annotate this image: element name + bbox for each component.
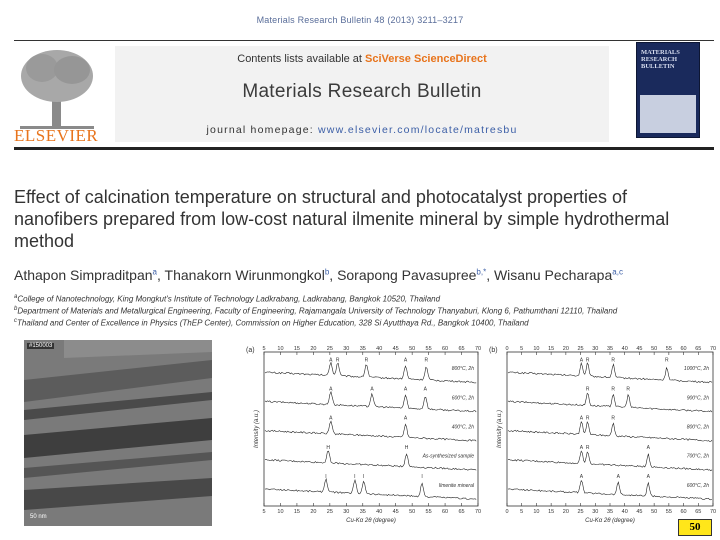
author: Sorapong Pavasupree <box>337 267 477 283</box>
x-tick-label: 20 <box>310 509 317 515</box>
xrd-series-line <box>265 421 476 441</box>
x-tick-label-top: 50 <box>409 346 416 352</box>
panel-label: (a) <box>246 347 255 354</box>
article-title: Effect of calcination temperature on structural and photocatalyst properties of nanofibers prepared from low-cost natural ilmenite mineral by simple hydrothermal method <box>14 187 670 251</box>
author: Athapon Simpraditpan <box>14 267 153 283</box>
peak-label: A <box>646 444 650 451</box>
peak-label: A <box>579 357 584 364</box>
peak-label: R <box>335 357 340 364</box>
series-label: 800°C, 2h <box>451 366 474 373</box>
x-tick-label: 50 <box>409 509 416 515</box>
peak-label: R <box>585 357 590 364</box>
x-tick-label-top: 45 <box>392 346 399 352</box>
x-axis-label: Cu-Kα 2θ (degree) <box>346 518 396 524</box>
peak-label: R <box>424 357 429 364</box>
x-tick-label-top: 0 <box>505 346 509 352</box>
x-tick-label: 10 <box>533 509 540 515</box>
peak-label: I <box>363 474 365 481</box>
x-tick-label: 15 <box>293 509 300 515</box>
x-tick-label-top: 40 <box>621 346 628 352</box>
x-tick-label-top: 10 <box>533 346 540 352</box>
x-tick-label: 5 <box>520 509 524 515</box>
x-tick-label-top: 5 <box>520 346 524 352</box>
x-tick-label: 25 <box>577 509 584 515</box>
x-tick-label-top: 30 <box>592 346 599 352</box>
x-tick-label: 65 <box>458 509 465 515</box>
x-tick-label-top: 65 <box>458 346 465 352</box>
tem-micrograph <box>24 340 212 526</box>
peak-label: A <box>403 415 408 422</box>
series-label: As-synthesized sample <box>422 453 474 460</box>
peak-label: R <box>626 386 631 393</box>
series-label: Ilmenite mineral <box>438 482 474 489</box>
peak-label: R <box>364 357 369 364</box>
tem-scale-bar: 50 nm <box>30 514 47 520</box>
x-tick-label-top: 20 <box>562 346 569 352</box>
author: Wisanu Pecharapa <box>493 267 613 283</box>
x-tick-label: 35 <box>606 509 614 515</box>
journal-cover-thumbnail <box>636 42 700 138</box>
xrd-series-line <box>508 393 712 412</box>
peak-label: A <box>329 415 333 422</box>
x-tick-label-top: 55 <box>665 346 672 352</box>
plot-frame <box>507 352 713 506</box>
series-label: 600°C, 2h <box>451 395 474 402</box>
page-number-badge: 50 <box>678 519 712 536</box>
journal-title: Materials Research Bulletin <box>242 81 482 102</box>
series-label: 700°C, 2h <box>686 453 709 460</box>
journal-homepage: journal homepage: www.elsevier.com/locate/matresbu <box>206 124 518 136</box>
x-tick-label-top: 15 <box>548 346 555 352</box>
x-tick-label-top: 70 <box>709 346 717 352</box>
author-sup: b <box>324 267 330 277</box>
x-tick-label: 25 <box>326 509 333 515</box>
x-tick-label-top: 50 <box>651 346 658 352</box>
peak-label: R <box>611 357 616 364</box>
author: Thanakorn Wirunmongkol <box>164 267 325 283</box>
affiliation: $^c$Thailand and Center of Excellence in Physics (ThEP Center), Commission on Higher Education, 328 Si Ayutthaya Rd., Bangkok 10400, Thailand <box>14 318 529 328</box>
author-sup: b,* <box>476 267 487 277</box>
journal-banner <box>115 46 609 142</box>
x-tick-label: 40 <box>621 509 628 515</box>
peak-label: A <box>403 357 408 364</box>
series-label: 1000°C, 2h <box>683 366 709 373</box>
peak-label: R <box>664 357 669 364</box>
cover-title: MATERIALS RESEARCH BULLETIN <box>641 49 680 70</box>
x-tick-label-top: 10 <box>277 346 284 352</box>
x-tick-label: 70 <box>709 509 717 515</box>
x-tick-label: 60 <box>442 509 449 515</box>
x-tick-label: 30 <box>592 509 599 515</box>
x-tick-label-top: 20 <box>310 346 317 352</box>
x-tick-label-top: 35 <box>606 346 614 352</box>
series-label: 900°C, 2h <box>686 395 709 402</box>
y-axis-label: Intensity (a.u.) <box>254 409 260 449</box>
x-tick-label: 0 <box>505 509 509 515</box>
peak-label: R <box>585 444 590 451</box>
author-sup: a,c <box>612 267 623 277</box>
x-tick-label: 65 <box>695 509 702 515</box>
homepage-link[interactable]: www.elsevier.com/locate/matresbu <box>318 124 518 136</box>
xrd-chart-b <box>485 340 717 526</box>
peak-label: R <box>585 386 590 393</box>
x-tick-label-top: 30 <box>343 346 350 352</box>
peak-label: A <box>579 415 584 422</box>
x-tick-label: 45 <box>392 509 399 515</box>
series-label: 400°C, 2h <box>451 424 474 431</box>
peak-label: R <box>585 415 590 422</box>
tem-label: #150003 <box>29 343 53 349</box>
affiliation: $^a$College of Nanotechnology, King Mongkut's Institute of Technology Ladkrabang, Ladkrabang, Bangkok 10520, Thailand <box>14 294 441 304</box>
contents-line: Contents lists available at SciVerse ScienceDirect <box>237 53 487 65</box>
peak-label: A <box>370 386 374 393</box>
peak-label: A <box>579 444 584 451</box>
x-tick-label: 35 <box>359 509 366 515</box>
xrd-series-line <box>508 422 712 442</box>
x-tick-label: 10 <box>277 509 284 515</box>
x-tick-label: 30 <box>343 509 350 515</box>
x-tick-label-top: 25 <box>577 346 584 352</box>
elsevier-wordmark: ELSEVIER <box>14 126 99 145</box>
peak-label: I <box>421 474 423 481</box>
x-tick-label: 5 <box>262 509 266 515</box>
header-rule-top <box>14 40 714 41</box>
tem-texture <box>24 340 212 526</box>
x-tick-label-top: 40 <box>376 346 383 352</box>
peak-label: R <box>611 415 616 422</box>
xrd-series-line <box>508 451 712 471</box>
y-axis-label: Intensity (a.u.) <box>497 409 503 449</box>
peak-label: A <box>403 386 408 393</box>
header-rule-bottom <box>14 147 714 150</box>
x-tick-label: 55 <box>425 509 432 515</box>
x-tick-label-top: 5 <box>262 346 266 352</box>
peak-label: A <box>423 386 427 393</box>
peak-label: H <box>326 444 331 451</box>
xrd-series-line <box>508 363 712 383</box>
x-axis-label: Cu-Kα 2θ (degree) <box>585 518 635 524</box>
xrd-chart-a <box>242 340 482 526</box>
author-list: Athapon Simpraditpan$^a$, Thanakorn Wirunmongkol$^b$, Sorapong Pavasupree$^{b,*}$, Wisanu Pecharapa$^{a,c}$ <box>14 267 623 283</box>
peak-label: H <box>404 444 409 451</box>
peak-label: A <box>646 474 650 481</box>
xrd-series-line <box>265 362 476 383</box>
x-tick-label-top: 70 <box>474 346 482 352</box>
sciencedirect-link[interactable]: SciVerse ScienceDirect <box>365 53 487 65</box>
series-label: 800°C, 2h <box>686 424 709 431</box>
peak-label: I <box>325 474 327 481</box>
x-tick-label: 40 <box>376 509 383 515</box>
x-tick-label: 70 <box>474 509 482 515</box>
peak-label: A <box>329 357 333 364</box>
x-tick-label: 50 <box>651 509 658 515</box>
x-tick-label: 15 <box>548 509 555 515</box>
xrd-series-line <box>265 392 476 412</box>
author-sup: a <box>152 267 157 277</box>
journal-citation: Materials Research Bulletin 48 (2013) 3211–3217 <box>256 15 464 25</box>
peak-label: A <box>329 386 333 393</box>
x-tick-label-top: 45 <box>636 346 643 352</box>
x-tick-label-top: 55 <box>425 346 432 352</box>
peak-label: I <box>354 474 356 481</box>
x-tick-label: 55 <box>665 509 672 515</box>
series-label: 600°C, 2h <box>686 482 709 489</box>
panel-label: (b) <box>489 347 498 354</box>
x-tick-label-top: 60 <box>442 346 449 352</box>
cover-image <box>640 95 696 133</box>
peak-label: R <box>611 386 616 393</box>
x-tick-label: 20 <box>562 509 569 515</box>
xrd-series-line <box>508 481 712 500</box>
x-tick-label-top: 65 <box>695 346 702 352</box>
x-tick-label-top: 35 <box>359 346 366 352</box>
x-tick-label: 60 <box>680 509 687 515</box>
affiliation: $^b$Department of Materials and Metallurgical Engineering, Faculty of Engineering, Rajamangala University of Technology Thanyaburi, Klong 6, Pathumthani 12110, Thailand <box>14 306 618 316</box>
x-tick-label-top: 60 <box>680 346 687 352</box>
x-tick-label-top: 25 <box>326 346 333 352</box>
x-tick-label-top: 15 <box>293 346 300 352</box>
peak-label: A <box>579 474 584 481</box>
peak-label: A <box>616 474 620 481</box>
x-tick-label: 45 <box>636 509 643 515</box>
